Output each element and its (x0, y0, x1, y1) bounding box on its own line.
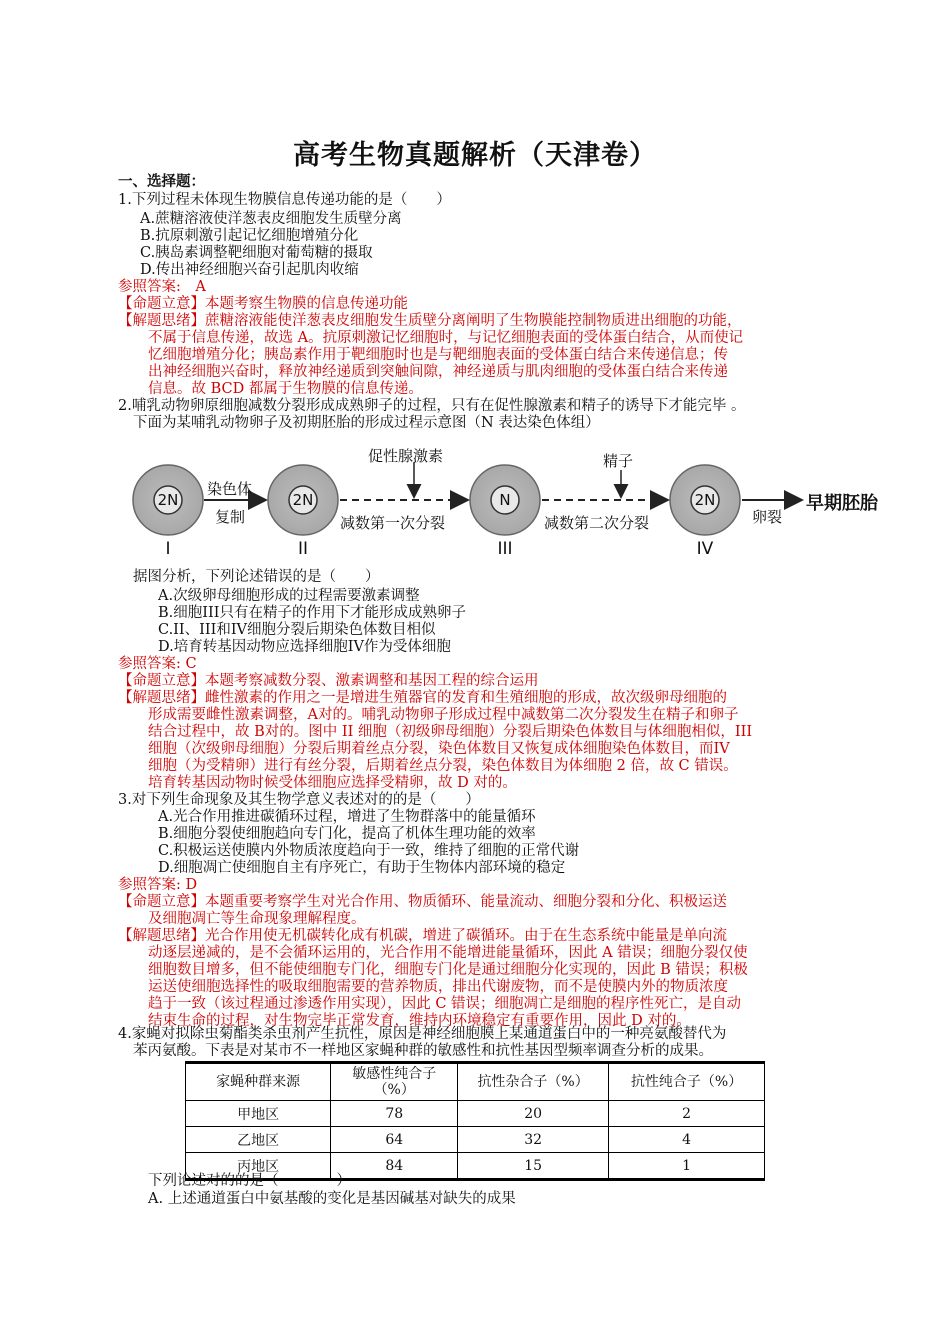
table-header-row (186, 1063, 765, 1101)
genotype-frequency-table (185, 1061, 765, 1181)
page-title: 高考生物真题解析（天津卷） (293, 140, 657, 171)
q3-stem: 3.对下列生命现象及其生物学意义表述对的的是（ ） (118, 792, 480, 808)
q3-analysis-line: 动逐层递减的，是不会循环运用的，光合作用不能增进能量循环，因此 A 错误；细胞分裂仅使 (148, 945, 748, 961)
cell-ii-chromosome-label: 2N (292, 491, 314, 509)
q1-analysis-line: 【解题思绪】蔗糖溶液能使洋葱表皮细胞发生质壁分离阐明了生物膜能控制物质进出细胞的功能， (118, 313, 742, 329)
hormone-label: 促性腺激素 (368, 447, 444, 465)
table-header-cell: 抗性杂合子（%） (458, 1063, 609, 1101)
table-cell: 1 (609, 1153, 765, 1180)
q2-analysis-line: 细胞（为受精卵）进行有丝分裂，后期着丝点分裂，染色体数目为体细胞 2 倍，故 C 错误。 (148, 758, 738, 774)
q3-analysis-line: 细胞数目增多，但不能使细胞专门化，细胞专门化是通过细胞分化实现的，因此 B 错误；积极 (148, 962, 748, 978)
q4-stem-line: 苯丙氨酸。下表是对某市不一样地区家蝇种群的敏感性和抗性基因型频率调查分析的成果。 (133, 1043, 713, 1059)
table-cell: 20 (458, 1101, 609, 1127)
meiosis-2-label: 减数第二次分裂 (544, 514, 650, 532)
cleavage-label: 卵裂 (752, 508, 783, 526)
cell-ii-roman: II (297, 539, 309, 559)
cell-iv-chromosome-label: 2N (694, 491, 716, 509)
table-cell: 15 (458, 1153, 609, 1180)
q2-option-b: B.细胞III只有在精子的作用下才能形成成熟卵子 (158, 605, 466, 621)
q3-option-d: D.细胞凋亡使细胞自主有序死亡，有助于生物体内部环境的稳定 (158, 860, 566, 876)
table-cell: 78 (331, 1101, 458, 1127)
q2-analysis-line: 培育转基因动物时候受体细胞应选择受精卵，故 D 对的。 (148, 775, 517, 791)
q3-option-b: B.细胞分裂使细胞趋向专门化，提高了机体生理功能的效率 (158, 826, 536, 842)
q2-option-d: D.培育转基因动物应选择细胞IV作为受体细胞 (158, 639, 451, 655)
table-row (186, 1127, 765, 1153)
replication-label-bottom: 复制 (215, 508, 246, 526)
q1-stem: 1.下列过程未体现生物膜信息传递功能的是（ ） (118, 192, 451, 208)
sperm-label: 精子 (603, 452, 634, 470)
q1-answer: 参照答案: A (118, 279, 206, 295)
section-heading: 一、选择题： (118, 174, 205, 190)
table-header-cell: 抗性纯合子（%） (609, 1063, 765, 1101)
q1-intent: 【命题立意】本题考察生物膜的信息传递功能 (118, 296, 408, 312)
q1-analysis-line: 信息。故 BCD 都属于生物膜的信息传递。 (148, 381, 423, 397)
q1-option-b: B.抗原刺激引起记忆细胞增殖分化 (140, 228, 359, 244)
replication-label-top: 染色体 (207, 480, 253, 498)
table-cell: 甲地区 (186, 1101, 331, 1127)
q2-option-a: A.次级卵母细胞形成的过程需要激素调整 (158, 588, 420, 604)
q4-ask: 下列论述对的的是（ ） (148, 1173, 351, 1189)
q1-option-d: D.传出神经细胞兴奋引起肌肉收缩 (140, 262, 359, 278)
q1-option-a: A.蔗糖溶液使洋葱表皮细胞发生质壁分离 (140, 211, 402, 227)
q2-ask: 据图分析，下列论述错误的是（ ） (133, 569, 380, 585)
q1-analysis-line: 出神经细胞兴奋时，释放神经递质到突触间隙，神经递质与肌肉细胞的受体蛋白结合来传递 (148, 364, 728, 380)
q3-analysis-line: 结束生命的过程，对生物完毕正常发育，维持内环境稳定有重要作用，因此 D 对的。 (148, 1013, 691, 1029)
q2-answer: 参照答案: C (118, 656, 197, 672)
table-cell: 2 (609, 1101, 765, 1127)
q3-option-a: A.光合作用推进碳循环过程，增进了生物群落中的能量循环 (158, 809, 536, 825)
table-cell: 84 (331, 1153, 458, 1180)
q4-stem-line: 4.家蝇对拟除虫菊酯类杀虫剂产生抗性，原因是神经细胞膜上某通道蛋白中的一种亮氨酸替代为 (118, 1026, 727, 1042)
cell-iii-chromosome-label: N (499, 491, 511, 509)
meiosis-1-label: 减数第一次分裂 (340, 514, 446, 532)
q2-intent: 【命题立意】本题考察减数分裂、激素调整和基因工程的综合运用 (118, 673, 539, 689)
q2-analysis-line: 形成需要雌性激素调整，A对的。哺乳动物卵子形成过程中减数第二次分裂发生在精子和卵子 (148, 707, 739, 723)
early-embryo-label: 早期胚胎 (806, 493, 878, 514)
q3-intent-line: 【命题立意】本题重要考察学生对光合作用、物质循环、能量流动、细胞分裂和分化、积极运送 (118, 894, 727, 910)
q3-analysis-line: 【解题思绪】光合作用使无机碳转化成有机碳，增进了碳循环。由于在生态系统中能量是单向流 (118, 928, 727, 944)
q2-analysis-line: 细胞（次级卵母细胞）分裂后期着丝点分裂，染色体数目又恢复成体细胞染色体数目，而IV (148, 741, 730, 757)
q1-option-c: C.胰岛素调整靶细胞对葡萄糖的摄取 (140, 245, 373, 261)
q2-stem-line: 2.哺乳动物卵原细胞减数分裂形成成熟卵子的过程，只有在促性腺激素和精子的诱导下才能完毕 。 (118, 398, 746, 414)
q2-stem-line: 下面为某哺乳动物卵子及初期胚胎的形成过程示意图（N 表达染色体组） (133, 415, 600, 431)
table-header-cell: 家蝇种群来源 (186, 1063, 331, 1101)
cell-i-roman: I (165, 539, 171, 559)
table-cell: 4 (609, 1127, 765, 1153)
q2-analysis-line: 结合过程中，故 B对的。图中 II 细胞（初级卵母细胞）分裂后期染色体数目与体细胞相似，III (148, 724, 753, 740)
table-cell: 32 (458, 1127, 609, 1153)
q3-option-c: C.积极运送使膜内外物质浓度趋向于一致，维持了细胞的正常代谢 (158, 843, 580, 859)
q2-option-c: C.II、III和IV细胞分裂后期染色体数目相似 (158, 622, 436, 638)
q2-analysis-line: 【解题思绪】雌性激素的作用之一是增进生殖器官的发育和生殖细胞的形成，故次级卵母细胞的 (118, 690, 727, 706)
q3-intent-line: 及细胞凋亡等生命现象理解程度。 (148, 911, 366, 927)
table-header-cell: 敏感性纯合子（%） (331, 1063, 458, 1101)
cell-i-chromosome-label: 2N (157, 491, 179, 509)
table-cell: 64 (331, 1127, 458, 1153)
q3-analysis-line: 趋于一致（该过程通过渗透作用实现），因此 C 错误；细胞凋亡是细胞的程序性死亡，是自动 (148, 996, 742, 1012)
q4-option-a: A. 上述通道蛋白中氨基酸的变化是基因碱基对缺失的成果 (148, 1191, 516, 1207)
q3-answer: 参照答案: D (118, 877, 198, 893)
cell-iv-roman: IV (696, 539, 714, 559)
q1-analysis-line: 忆细胞增殖分化；胰岛素作用于靶细胞时也是与靶细胞表面的受体蛋白结合来传递信息；传 (148, 347, 728, 363)
q3-analysis-line: 运送使细胞选择性的吸取细胞需要的营养物质，排出代谢废物，而不是使膜内外的物质浓度 (148, 979, 728, 995)
q1-analysis-line: 不属于信息传递，故选 A。抗原刺激记忆细胞时，与记忆细胞表面的受体蛋白结合，从而使记 (148, 330, 744, 346)
cell-iii-roman: III (497, 539, 513, 559)
table-row (186, 1101, 765, 1127)
table-cell: 乙地区 (186, 1127, 331, 1153)
table-cell: 丙地区 (186, 1153, 331, 1180)
